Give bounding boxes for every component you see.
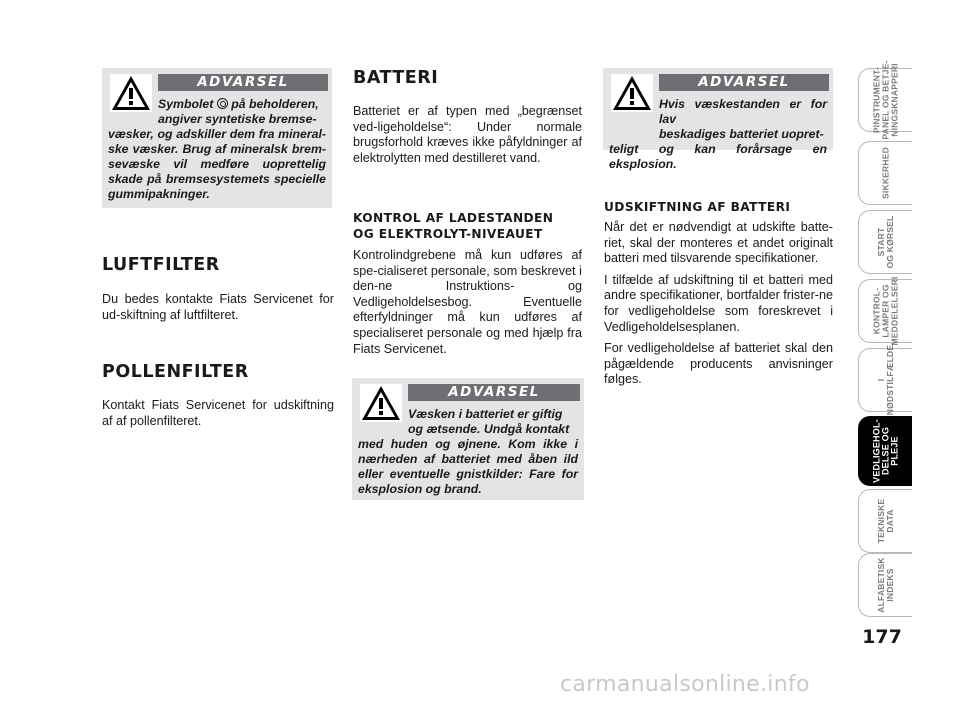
warning-box-battery-acid bbox=[352, 378, 584, 500]
tab-kontrollamper[interactable]: KONTROL- LAMPER OG MEDDELELSERI bbox=[858, 279, 912, 343]
kontrol-text: Kontrolindgrebene må kun udføres af spe-cialiseret personale, som beskrevet i den-ne Instruktions- og Vedligeholdelsesbog. Eventuelle efterfyldninger må kun udføres af specialiseret personale og med hjælp fra Fiats Servicenet. bbox=[353, 248, 582, 356]
section-title-pollenfilter: POLLENFILTER bbox=[102, 362, 249, 382]
warning-header: ADVARSEL bbox=[659, 74, 829, 91]
page-number: 177 bbox=[862, 626, 902, 648]
section-title-batteri: BATTERI bbox=[353, 68, 439, 88]
warning-text: Hvis væskestanden er for lav beskadiges batteriet uopret- teligt og kan forårsage en eksplosion. bbox=[609, 97, 827, 171]
section-title-luftfilter: LUFTFILTER bbox=[102, 255, 220, 275]
tab-tekniske-data[interactable]: TEKNISKE DATA bbox=[858, 489, 912, 553]
tab-alfabetisk-indeks[interactable]: ALFABETISK INDEKS bbox=[858, 553, 912, 617]
watermark: carmanualsonline.info bbox=[560, 672, 810, 697]
warning-box-brake-fluid bbox=[102, 68, 332, 208]
tab-instrumentpanel[interactable]: PINSTRUMENT- PANEL OG BETJE- NINGSKNAPPERI bbox=[858, 68, 912, 132]
warning-box-low-level bbox=[603, 68, 833, 171]
subsection-title-kontrol: KONTROL AF LADESTANDEN OG ELEKTROLYT-NIVEAUET bbox=[353, 211, 554, 241]
brake-fluid-symbol-icon bbox=[217, 98, 228, 109]
tab-start-og-korsel[interactable]: START OG KØRSEL bbox=[858, 210, 912, 274]
luftfilter-text: Du bedes kontakte Fiats Servicenet for ud-skiftning af luftfilteret. bbox=[102, 292, 334, 322]
warning-text: Væsken i batteriet er giftig og ætsende. Undgå kontakt med huden og øjnene. Kom ikke i nærheden af batteriet med åben ild eller eventuelle gnistkilder: Fare for eksplosion og brand. bbox=[358, 407, 578, 496]
warning-text: Symbolet på beholderen, angiver syntetiske bremse- væsker, og adskiller dem fra mineral-ske væsker. Brug af mineralsk brem-sevæske vil medføre uoprettelig skade på bremsesystemets specielle gummipakninger. bbox=[108, 97, 326, 201]
subsection-title-udskiftning: UDSKIFTNING AF BATTERI bbox=[604, 200, 791, 214]
pollenfilter-text: Kontakt Fiats Servicenet for udskiftning af af pollenfilteret. bbox=[102, 398, 334, 428]
warning-header: ADVARSEL bbox=[408, 384, 580, 401]
tab-sikkerhed[interactable]: SIKKERHED bbox=[858, 141, 912, 205]
tab-nodstilfaelde[interactable]: I NØDSTILFÆLDE bbox=[858, 348, 912, 412]
udskiftning-text: Når det er nødvendigt at udskifte batte-riet, skal der monteres et andet originalt batteri med tilsvarende specifikationer. I tilfælde af udskiftning til et batteri med andre specifikationer, bortfalder frister-ne for vedligeholdelse som foreskrevet i Vedligeholdelsesplanen. For vedligeholdelse af batteriet skal den pågældende producents anvisninger følges. bbox=[604, 220, 833, 387]
tab-vedligeholdelse[interactable]: VEDLIGEHOL- DELSE OG PLEJE bbox=[858, 416, 912, 486]
batteri-text: Batteriet er af typen med „begrænset ved-ligeholdelse“: Under normale brugsforhold kræves ikke påfyldninger af elektrolytten med destilleret vand. bbox=[353, 104, 582, 165]
warning-header: ADVARSEL bbox=[158, 74, 328, 91]
